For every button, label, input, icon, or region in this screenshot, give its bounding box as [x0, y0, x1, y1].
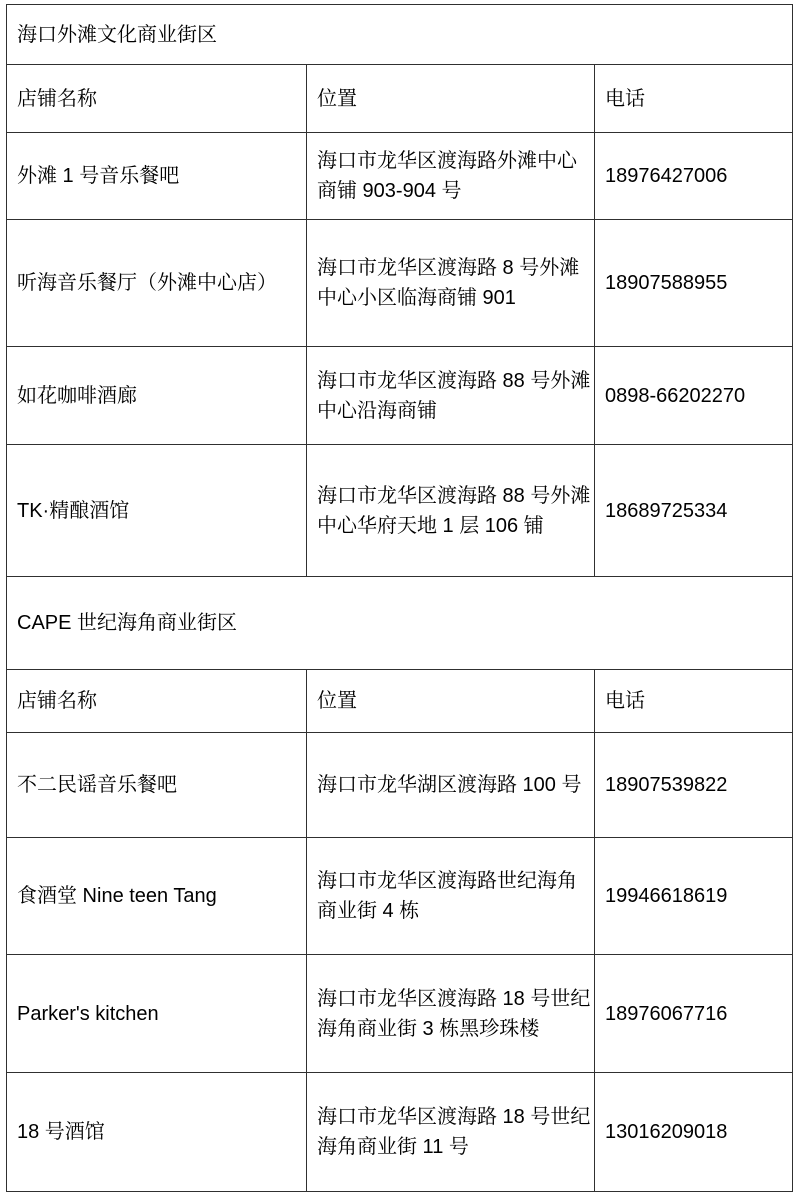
table-row: [7, 445, 793, 577]
section-title: 海口外滩文化商业街区: [7, 5, 793, 65]
shop-location-cell: 海口市龙华区渡海路 88 号外滩中心沿海商铺: [307, 347, 595, 445]
shop-location-cell: 海口市龙华湖区渡海路 100 号: [307, 733, 595, 838]
shop-name-cell: 听海音乐餐厅（外滩中心店）: [7, 220, 307, 347]
shop-phone-cell: 0898-66202270: [595, 347, 793, 445]
table-row: [7, 220, 793, 347]
column-header-location: 位置: [307, 670, 595, 733]
shop-name-cell: 18 号酒馆: [7, 1073, 307, 1192]
table-row: [7, 347, 793, 445]
shop-phone-cell: 18976067716: [595, 955, 793, 1073]
shop-phone-cell: 19946618619: [595, 838, 793, 955]
section-title-row: [7, 5, 793, 65]
section-title: CAPE 世纪海角商业街区: [7, 577, 793, 670]
table-row: [7, 1073, 793, 1192]
column-header-phone: 电话: [595, 65, 793, 133]
table-row: [7, 133, 793, 220]
shop-location-cell: 海口市龙华区渡海路 8 号外滩中心小区临海商铺 901: [307, 220, 595, 347]
shop-name-cell: 外滩 1 号音乐餐吧: [7, 133, 307, 220]
column-header-row: [7, 670, 793, 733]
table-row: [7, 955, 793, 1073]
shop-location-cell: 海口市龙华区渡海路外滩中心商铺 903-904 号: [307, 133, 595, 220]
shop-phone-cell: 18907539822: [595, 733, 793, 838]
shop-name-cell: 食酒堂 Nine teen Tang: [7, 838, 307, 955]
table-row: [7, 838, 793, 955]
shop-name-cell: TK·精酿酒馆: [7, 445, 307, 577]
section-title-row: [7, 577, 793, 670]
shop-location-cell: 海口市龙华区渡海路 18 号世纪海角商业街 3 栋黑珍珠楼: [307, 955, 595, 1073]
shop-name-cell: 如花咖啡酒廊: [7, 347, 307, 445]
column-header-name: 店铺名称: [7, 65, 307, 133]
shop-location-cell: 海口市龙华区渡海路 88 号外滩中心华府天地 1 层 106 铺: [307, 445, 595, 577]
shop-location-cell: 海口市龙华区渡海路 18 号世纪海角商业街 11 号: [307, 1073, 595, 1192]
shop-phone-cell: 18907588955: [595, 220, 793, 347]
column-header-row: [7, 65, 793, 133]
document-page: [0, 4, 800, 1200]
shop-phone-cell: 18689725334: [595, 445, 793, 577]
shop-phone-cell: 18976427006: [595, 133, 793, 220]
table-row: [7, 733, 793, 838]
shop-phone-cell: 13016209018: [595, 1073, 793, 1192]
shops-table: [6, 4, 793, 1192]
column-header-name: 店铺名称: [7, 670, 307, 733]
shop-name-cell: 不二民谣音乐餐吧: [7, 733, 307, 838]
shop-location-cell: 海口市龙华区渡海路世纪海角商业街 4 栋: [307, 838, 595, 955]
column-header-phone: 电话: [595, 670, 793, 733]
shop-name-cell: Parker's kitchen: [7, 955, 307, 1073]
column-header-location: 位置: [307, 65, 595, 133]
